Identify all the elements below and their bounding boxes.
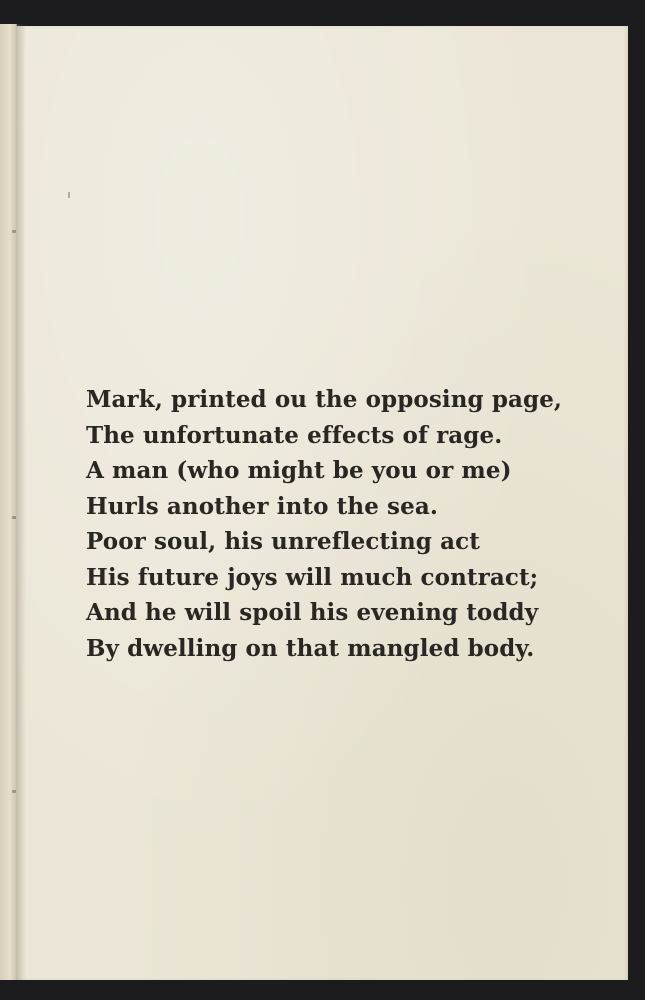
poem-line: And he will spoil his evening toddy	[86, 599, 539, 626]
poem-line: His future joys will much contract;	[86, 563, 539, 591]
gutter-shadow	[16, 24, 26, 980]
poem-line: The unfortunate effects of rage.	[86, 421, 503, 449]
poem-line: Poor soul, his unreflecting act	[86, 528, 480, 555]
poem-line: A man (who might be you or me)	[86, 457, 512, 484]
facing-page-edge	[0, 24, 17, 980]
book-page	[16, 26, 628, 980]
poem-line: Mark, printed ou the opposing page,	[86, 386, 563, 413]
poem-line: By dwelling on that mangled body.	[86, 634, 535, 662]
paper-speck	[68, 192, 70, 198]
poem-line: Hurls another into the sea.	[86, 492, 438, 520]
poem-verse	[86, 382, 586, 666]
